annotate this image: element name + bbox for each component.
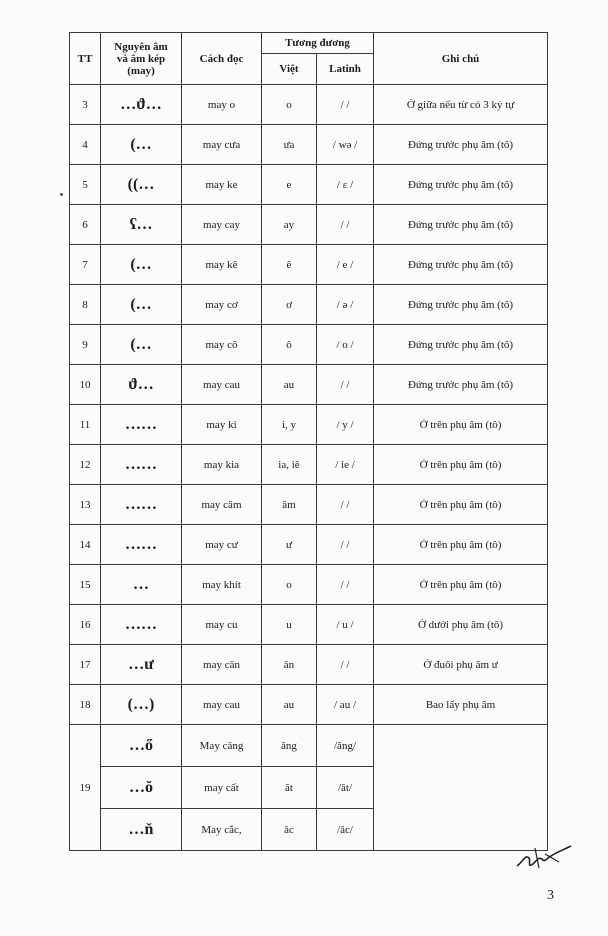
latin-cell: / u / (317, 605, 374, 645)
reading-cell: may căn (182, 645, 262, 685)
vowel-glyph: (…) (101, 685, 182, 725)
viet-cell: ăt (262, 767, 317, 809)
table-row (70, 445, 548, 485)
viet-cell: o (262, 565, 317, 605)
latin-cell: / / (317, 525, 374, 565)
reading-cell: May căng (182, 725, 262, 767)
table-row (70, 685, 548, 725)
table-body (70, 85, 548, 725)
note-cell: Đứng trước phụ âm (tô) (374, 325, 548, 365)
reading-cell: may kê (182, 245, 262, 285)
table-row (70, 245, 548, 285)
table-row (70, 85, 548, 125)
table-row (70, 205, 548, 245)
header-reading: Cách đọc (182, 33, 262, 85)
table-row (70, 405, 548, 445)
reading-cell: may o (182, 85, 262, 125)
table-row (70, 725, 548, 767)
viet-cell: ăm (262, 485, 317, 525)
header-vowel-line2: và âm kép (116, 52, 166, 65)
viet-cell: i, y (262, 405, 317, 445)
row-number: 16 (70, 605, 101, 645)
viet-cell: u (262, 605, 317, 645)
header-viet: Việt (262, 54, 317, 85)
row-number: 6 (70, 205, 101, 245)
viet-cell: ay (262, 205, 317, 245)
viet-cell: ô (262, 325, 317, 365)
row-number: 17 (70, 645, 101, 685)
viet-cell: ưa (262, 125, 317, 165)
vowel-glyph: …… (101, 605, 182, 645)
note-cell: Bao lấy phụ âm (374, 685, 548, 725)
vowel-glyph: …ő (101, 725, 182, 767)
reading-cell: may cất (182, 767, 262, 809)
vowel-glyph: …… (101, 525, 182, 565)
note-cell: Ở dưới phụ âm (tô) (374, 605, 548, 645)
table-row (70, 565, 548, 605)
viet-cell: ê (262, 245, 317, 285)
note-cell: Ở trên phụ âm (tô) (374, 525, 548, 565)
note-cell: Ở trên phụ âm (tô) (374, 485, 548, 525)
viet-cell: ăng (262, 725, 317, 767)
vowel-glyph: …ň (101, 809, 182, 851)
reading-cell: may khít (182, 565, 262, 605)
header-vowel-line3: (may) (127, 64, 155, 77)
row-number: 4 (70, 125, 101, 165)
vowel-glyph: (… (101, 245, 182, 285)
latin-cell: / ɛ / (317, 165, 374, 205)
table-header-row (70, 33, 548, 54)
vowel-glyph: (… (101, 285, 182, 325)
signature (515, 840, 573, 872)
table-row (70, 125, 548, 165)
reading-cell: may ke (182, 165, 262, 205)
row-number: 5 (70, 165, 101, 205)
vowel-glyph: …ϑ… (101, 85, 182, 125)
latin-cell: / / (317, 205, 374, 245)
reading-cell: may cưa (182, 125, 262, 165)
row-number: 12 (70, 445, 101, 485)
reading-cell: may cau (182, 365, 262, 405)
viet-cell: au (262, 685, 317, 725)
vowel-glyph: (… (101, 125, 182, 165)
vowel-glyph: ϑ… (101, 365, 182, 405)
row-number: 14 (70, 525, 101, 565)
note-cell: Đứng trước phụ âm (tô) (374, 245, 548, 285)
vowel-glyph: …ư (101, 645, 182, 685)
row-number: 11 (70, 405, 101, 445)
page-number: 3 (547, 888, 554, 903)
reading-cell: May cắc, (182, 809, 262, 851)
reading-cell: may kia (182, 445, 262, 485)
note-cell: Đứng trước phụ âm (tô) (374, 205, 548, 245)
viet-cell: o (262, 85, 317, 125)
reading-cell: may cơ (182, 285, 262, 325)
header-equivalent: Tương đương (262, 33, 374, 54)
latin-cell: / wə / (317, 125, 374, 165)
vowel-glyph: … (101, 565, 182, 605)
latin-cell: / y / (317, 405, 374, 445)
reading-cell: may cau (182, 685, 262, 725)
row-number: 13 (70, 485, 101, 525)
reading-cell: may ki (182, 405, 262, 445)
latin-cell: / e / (317, 245, 374, 285)
note-cell (374, 725, 548, 851)
viet-cell: ia, iê (262, 445, 317, 485)
note-cell: Ở đuôi phụ âm ư (374, 645, 548, 685)
note-cell: Ở trên phụ âm (tô) (374, 405, 548, 445)
reading-cell: may cay (182, 205, 262, 245)
vowel-glyph: …ŏ (101, 767, 182, 809)
table-row (70, 525, 548, 565)
note-cell: Đứng trước phụ âm (tô) (374, 365, 548, 405)
note-cell: Ở trên phụ âm (tô) (374, 445, 548, 485)
reading-cell: may cu (182, 605, 262, 645)
table-row (70, 605, 548, 645)
vowel-glyph: (… (101, 325, 182, 365)
table-row (70, 165, 548, 205)
vowel-glyph: …… (101, 445, 182, 485)
row-number: 15 (70, 565, 101, 605)
table-row (70, 365, 548, 405)
reading-cell: may cô (182, 325, 262, 365)
viet-cell: ăc (262, 809, 317, 851)
latin-cell: / / (317, 365, 374, 405)
latin-cell: / au / (317, 685, 374, 725)
row-number: 8 (70, 285, 101, 325)
vowel-glyph: ʕ… (101, 205, 182, 245)
latin-cell: / ie / (317, 445, 374, 485)
vowel-glyph: …… (101, 405, 182, 445)
note-cell: Ở giữa nếu từ có 3 ký tự (374, 85, 548, 125)
note-cell: Ở trên phụ âm (tô) (374, 565, 548, 605)
viet-cell: e (262, 165, 317, 205)
reading-cell: may cư (182, 525, 262, 565)
row-number: 18 (70, 685, 101, 725)
latin-cell: / o / (317, 325, 374, 365)
row-number: 7 (70, 245, 101, 285)
viet-cell: ơ (262, 285, 317, 325)
latin-cell: / ə / (317, 285, 374, 325)
header-vowel-line1: Nguyên âm (114, 40, 168, 53)
table-row (70, 645, 548, 685)
vowel-glyph: ((… (101, 165, 182, 205)
header-vowel (101, 33, 182, 85)
latin-cell: /ăc/ (317, 809, 374, 851)
note-cell: Đứng trước phụ âm (tô) (374, 285, 548, 325)
latin-cell: / / (317, 85, 374, 125)
table-row (70, 285, 548, 325)
latin-cell: / / (317, 645, 374, 685)
row-number: 9 (70, 325, 101, 365)
viet-cell: ăn (262, 645, 317, 685)
latin-cell: / / (317, 565, 374, 605)
vowel-glyph: …… (101, 485, 182, 525)
table-body-row19 (70, 725, 548, 851)
table-row (70, 485, 548, 525)
header-note: Ghi chú (374, 33, 548, 85)
viet-cell: au (262, 365, 317, 405)
reading-cell: may căm (182, 485, 262, 525)
latin-cell: /ăt/ (317, 767, 374, 809)
row-number: 19 (70, 725, 101, 851)
note-cell: Đứng trước phụ âm (tô) (374, 125, 548, 165)
latin-cell: / / (317, 485, 374, 525)
note-cell: Đứng trước phụ âm (tô) (374, 165, 548, 205)
header-tt: TT (70, 33, 101, 85)
row-number: 10 (70, 365, 101, 405)
viet-cell: ư (262, 525, 317, 565)
vowel-table (69, 32, 548, 851)
header-latin: Latinh (317, 54, 374, 85)
table-row (70, 325, 548, 365)
row-number: 3 (70, 85, 101, 125)
scan-speck (60, 193, 63, 196)
latin-cell: /ăng/ (317, 725, 374, 767)
